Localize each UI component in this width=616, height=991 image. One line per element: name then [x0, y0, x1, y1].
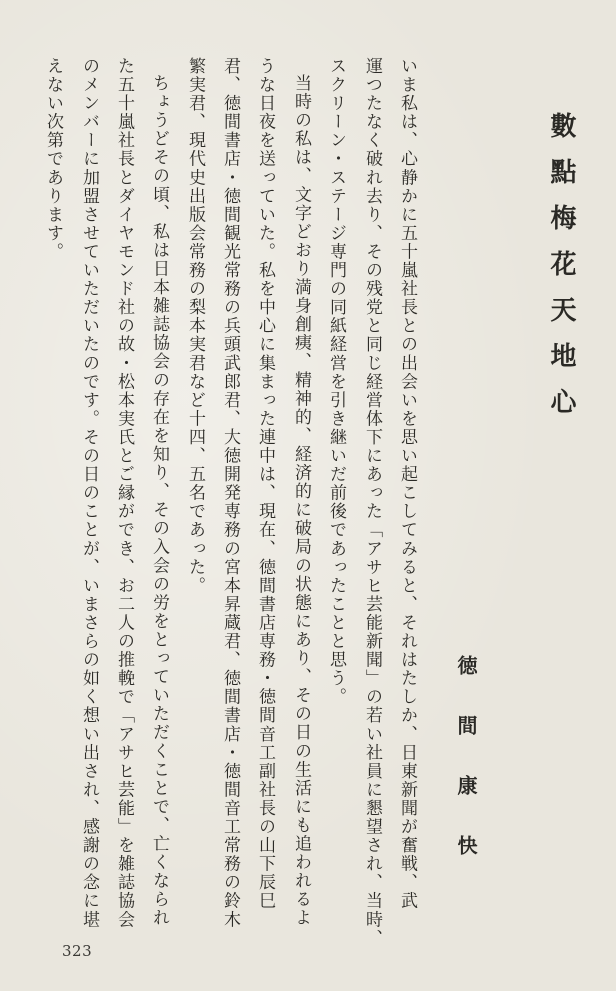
body-line-5: うな日夜を送っていた。私を中心に集まった連中は、現在、徳間書店専務・徳間音工副社長の山下辰巳	[255, 57, 275, 911]
body-line-8: ちょうどその頃、私は日本雑誌協会の存在を知り、その入会の労をとっていただくことで、亡くなられ	[149, 74, 169, 928]
body-line-9: た五十嵐社長とダイヤモンド社の故・松本実氏とご縁ができ、お二人の推輓で「アサヒ芸能」を雑誌協会	[114, 57, 134, 929]
body-line-3: スクリーン・ステージ専門の同紙経営を引き継いだ前後であったことと思う。	[326, 57, 346, 707]
body-line-4: 当時の私は、文字どおり満身創痍、精神的、経済的に破局の状態にあり、その日の生活にも追われるよ	[291, 74, 311, 928]
author-name: 徳間康快	[454, 655, 478, 895]
page-number: 323	[62, 942, 93, 960]
body-line-10: のメンバーに加盟させていただいたのです。その日のことが、いまさらの如く想い出され、感謝の念に堪	[79, 57, 99, 929]
body-line-6: 君、徳間書店・徳間観光常務の兵頭武郎君、大徳開発専務の宮本昇蔵君、徳間書店・徳間音工常務の鈴木	[220, 57, 240, 929]
body-line-2: 運つたなく破れ去り、その残党と同じ経営体下にあった「アサヒ芸能新聞」の若い社員に懇望され、当時、	[362, 57, 382, 948]
body-line-11: えない次第であります。	[43, 57, 63, 262]
body-line-7: 繁実君、現代史出版会常務の梨本実君など十四、五名であった。	[185, 57, 205, 595]
body-line-1: いま私は、心静かに五十嵐社長との出会いを思い起こしてみると、それはたしか、日東新聞が奮戦、武	[397, 57, 417, 911]
essay-title: 數點梅花天地心	[546, 112, 576, 434]
